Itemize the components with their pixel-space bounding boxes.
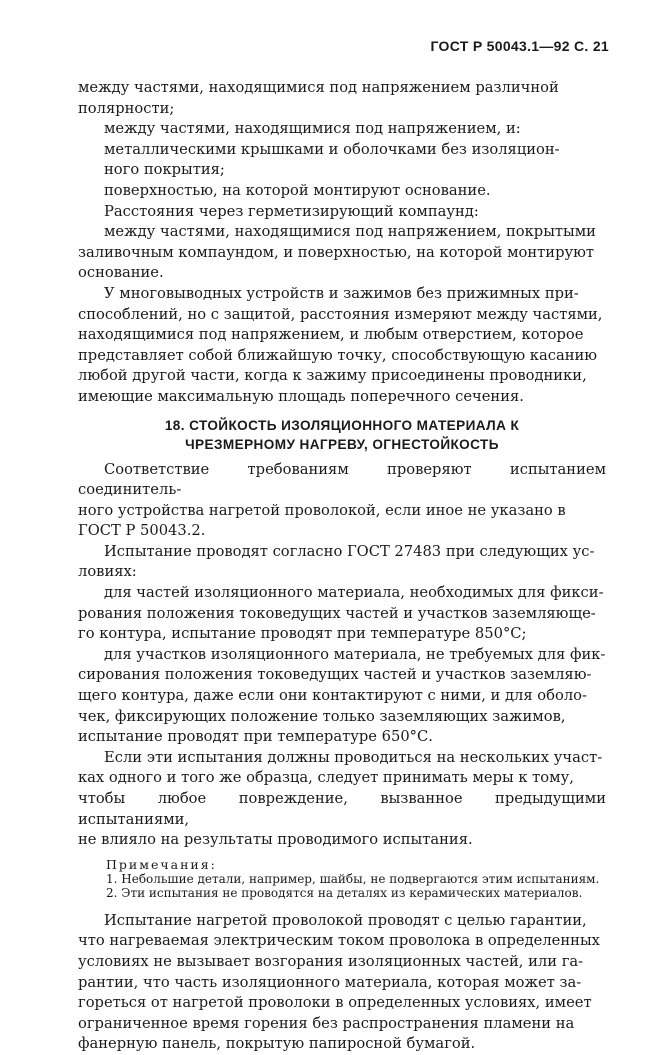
paragraph: для участков изоляционного материала, не требуемых для фик- сирования положения токоведущих частей и участков заземляю- щего контура, даже если они контактируют с ними, и для оболо- чек, фиксирующих положение только заземляющих зажимов, испытание проводят при температуре 650°С.	[78, 645, 606, 746]
paragraph: между частями, находящимися под напряжением различной полярности;	[78, 79, 559, 117]
paragraph: между частями, находящимися под напряжением, покрытыми заливочным компаундом, и поверхностью, на которой монтируют основание.	[78, 223, 596, 282]
paragraph: Если эти испытания должны проводиться на нескольких участ- ках одного и того же образца, следует принимать меры к тому, чтобы любое повреждение, вызванное предыдущими испытаниями, не влияло на результаты проводимого испытания.	[78, 748, 606, 849]
section-heading: 18. СТОЙКОСТЬ ИЗОЛЯЦИОННОГО МАТЕРИАЛА К ЧРЕЗМЕРНОМУ НАГРЕВУ, ОГНЕСТОЙКОСТЬ	[164, 417, 520, 452]
notes	[78, 857, 606, 901]
paragraph: Испытание нагретой проволокой проводят с целью гарантии, что нагреваемая электрическим током проволока в определенных условиях не вызывает возгорания изоляционных частей, или га- рантии, что часть изоляционного материала, которая может за- гореться от нагретой проволоки в определенных условиях, имеет ограниченное время горения без распространения пламени на фанерную панель, покрытую папиросной бумагой.	[78, 911, 600, 1053]
paragraph: металлическими крышками и оболочками без изоляцион- ного покрытия;	[104, 140, 560, 179]
document-body	[78, 78, 606, 1055]
paragraph: У многовыводных устройств и зажимов без прижимных при- способлений, но с защитой, расстояния измеряют между частями, находящимися под напряжением, и любым отверстием, которое представляет собой ближайшую точку, способствующую касанию любой другой части, когда к зажиму присоединены проводники, имеющие максимальную площадь поперечного сечения.	[78, 284, 603, 405]
paragraph: Испытание проводят согласно ГОСТ 27483 при следующих ус- ловиях:	[78, 542, 595, 581]
section-paragraphs	[78, 460, 606, 851]
note-item: 1. Небольшие детали, например, шайбы, не подвергаются этим испытаниям.	[106, 871, 600, 886]
paragraph: поверхностью, на которой монтируют основание.	[104, 181, 491, 199]
paragraph: для частей изоляционного материала, необходимых для фикси- рования положения токоведущих частей и участков заземляюще- го контура, испытание проводят при температуре 850°С;	[78, 584, 604, 643]
page-header: ГОСТ Р 50043.1—92 С. 21	[430, 38, 609, 54]
paragraph: Соответствие требованиям проверяют испытанием соединитель- ного устройства нагретой проволокой, если иное не указано в ГОСТ Р 50043.2.	[78, 460, 606, 540]
notes-title: Примечания:	[106, 856, 217, 872]
paragraph: между частями, находящимися под напряжением, и:	[104, 120, 521, 138]
bottom-paragraphs	[78, 911, 606, 1055]
paragraph: Расстояния через герметизирующий компаунд:	[104, 202, 479, 220]
top-paragraphs	[78, 78, 606, 408]
note-item: 2. Эти испытания не проводятся на деталях из керамических материалов.	[106, 886, 583, 901]
